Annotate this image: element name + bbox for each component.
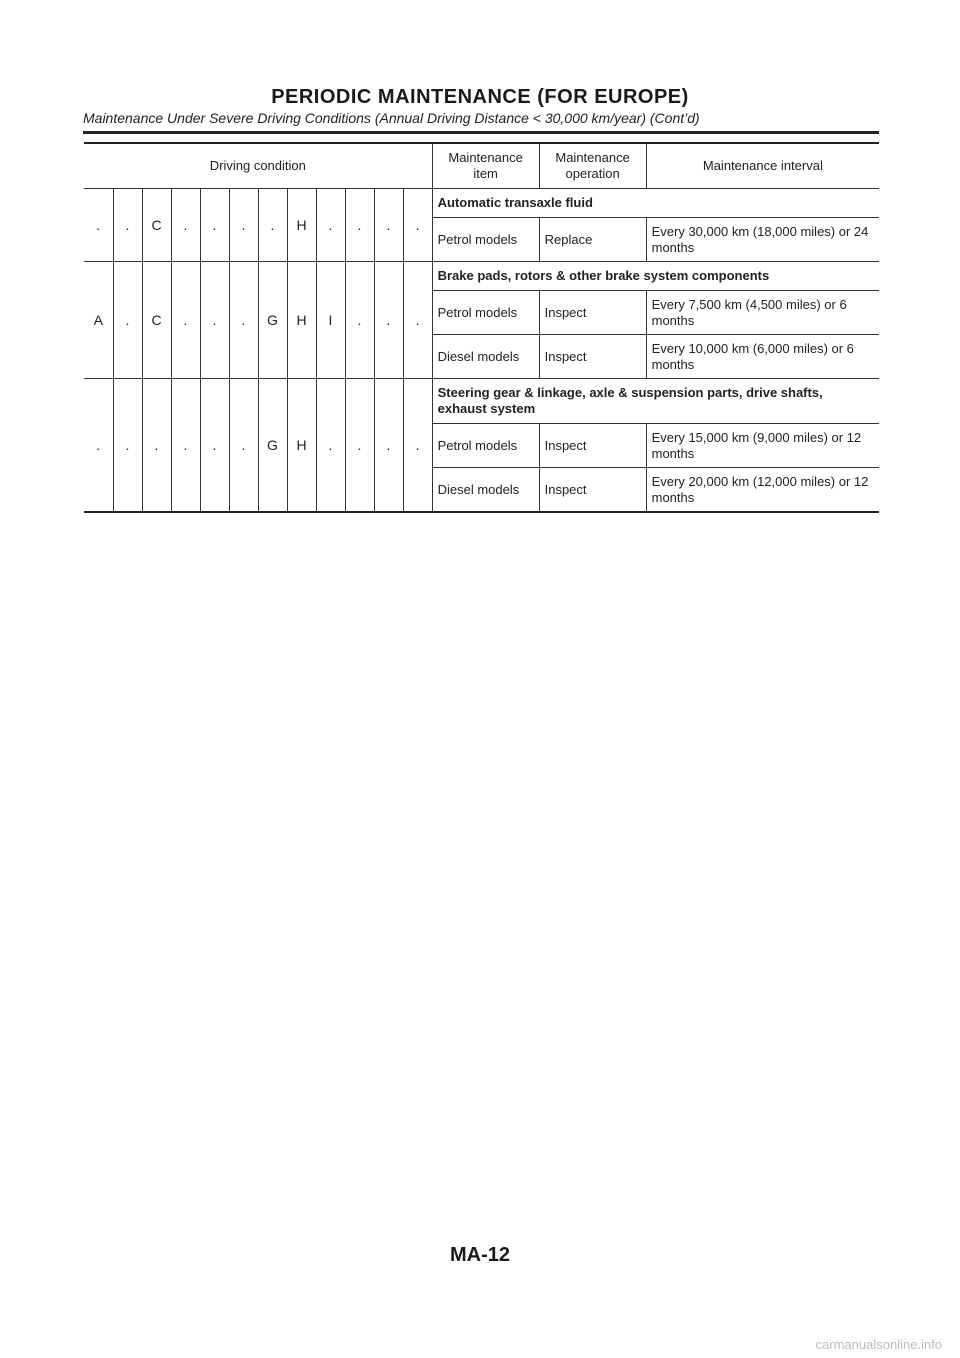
table-row — [84, 189, 879, 218]
condition-cell: . — [403, 189, 432, 262]
maintenance-table — [84, 142, 879, 513]
condition-cell: H — [287, 189, 316, 262]
condition-cell: . — [229, 262, 258, 379]
condition-cell: . — [200, 262, 229, 379]
condition-cell: . — [374, 379, 403, 513]
table-row — [84, 379, 879, 424]
condition-cell: . — [84, 379, 113, 513]
model-cell: Diesel models — [432, 335, 539, 379]
condition-cell: A — [84, 262, 113, 379]
maintenance-item-title: Brake pads, rotors & other brake system components — [432, 262, 879, 291]
model-cell: Petrol models — [432, 424, 539, 468]
condition-cell: . — [171, 379, 200, 513]
operation-cell: Inspect — [539, 335, 646, 379]
condition-cell: . — [374, 189, 403, 262]
operation-cell: Replace — [539, 218, 646, 262]
header-maintenance-item: Maintenance item — [432, 143, 539, 189]
model-cell: Diesel models — [432, 468, 539, 513]
interval-cell: Every 15,000 km (9,000 miles) or 12 months — [646, 424, 879, 468]
condition-cell: . — [229, 379, 258, 513]
condition-cell: I — [316, 262, 345, 379]
condition-cell: . — [345, 189, 374, 262]
condition-cell: . — [113, 379, 142, 513]
condition-cell: . — [200, 189, 229, 262]
condition-cell: . — [142, 379, 171, 513]
condition-cell: . — [374, 262, 403, 379]
page-number: MA-12 — [449, 1244, 510, 1266]
condition-cell: . — [316, 189, 345, 262]
header-rule — [83, 131, 879, 134]
table-header-row — [84, 143, 879, 189]
model-cell: Petrol models — [432, 218, 539, 262]
condition-cell: . — [84, 189, 113, 262]
condition-cell: . — [345, 262, 374, 379]
header-maintenance-operation: Maintenance operation — [539, 143, 646, 189]
condition-cell: . — [316, 379, 345, 513]
operation-cell: Inspect — [539, 468, 646, 513]
condition-cell: G — [258, 379, 287, 513]
condition-cell: G — [258, 262, 287, 379]
condition-cell: . — [229, 189, 258, 262]
table-row — [84, 262, 879, 291]
interval-cell: Every 7,500 km (4,500 miles) or 6 months — [646, 291, 879, 335]
condition-cell: C — [142, 262, 171, 379]
header-driving-condition: Driving condition — [84, 143, 432, 189]
condition-cell: H — [287, 262, 316, 379]
condition-cell: . — [171, 262, 200, 379]
interval-cell: Every 10,000 km (6,000 miles) or 6 months — [646, 335, 879, 379]
condition-cell: . — [171, 189, 200, 262]
interval-cell: Every 20,000 km (12,000 miles) or 12 months — [646, 468, 879, 513]
maintenance-item-title: Automatic transaxle fluid — [432, 189, 879, 218]
page-subtitle: Maintenance Under Severe Driving Conditions (Annual Driving Distance < 30,000 km/year) (Cont’d) — [83, 110, 700, 126]
operation-cell: Inspect — [539, 291, 646, 335]
condition-cell: C — [142, 189, 171, 262]
interval-cell: Every 30,000 km (18,000 miles) or 24 months — [646, 218, 879, 262]
condition-cell: . — [113, 189, 142, 262]
header-maintenance-interval: Maintenance interval — [646, 143, 879, 189]
page-title: PERIODIC MAINTENANCE (FOR EUROPE) — [271, 86, 689, 108]
watermark: carmanualsonline.info — [815, 1337, 942, 1352]
condition-cell: . — [345, 379, 374, 513]
model-cell: Petrol models — [432, 291, 539, 335]
condition-cell: H — [287, 379, 316, 513]
condition-cell: . — [200, 379, 229, 513]
maintenance-item-title: Steering gear & linkage, axle & suspension parts, drive shafts, exhaust system — [432, 379, 879, 424]
condition-cell: . — [113, 262, 142, 379]
condition-cell: . — [403, 262, 432, 379]
operation-cell: Inspect — [539, 424, 646, 468]
condition-cell: . — [258, 189, 287, 262]
condition-cell: . — [403, 379, 432, 513]
